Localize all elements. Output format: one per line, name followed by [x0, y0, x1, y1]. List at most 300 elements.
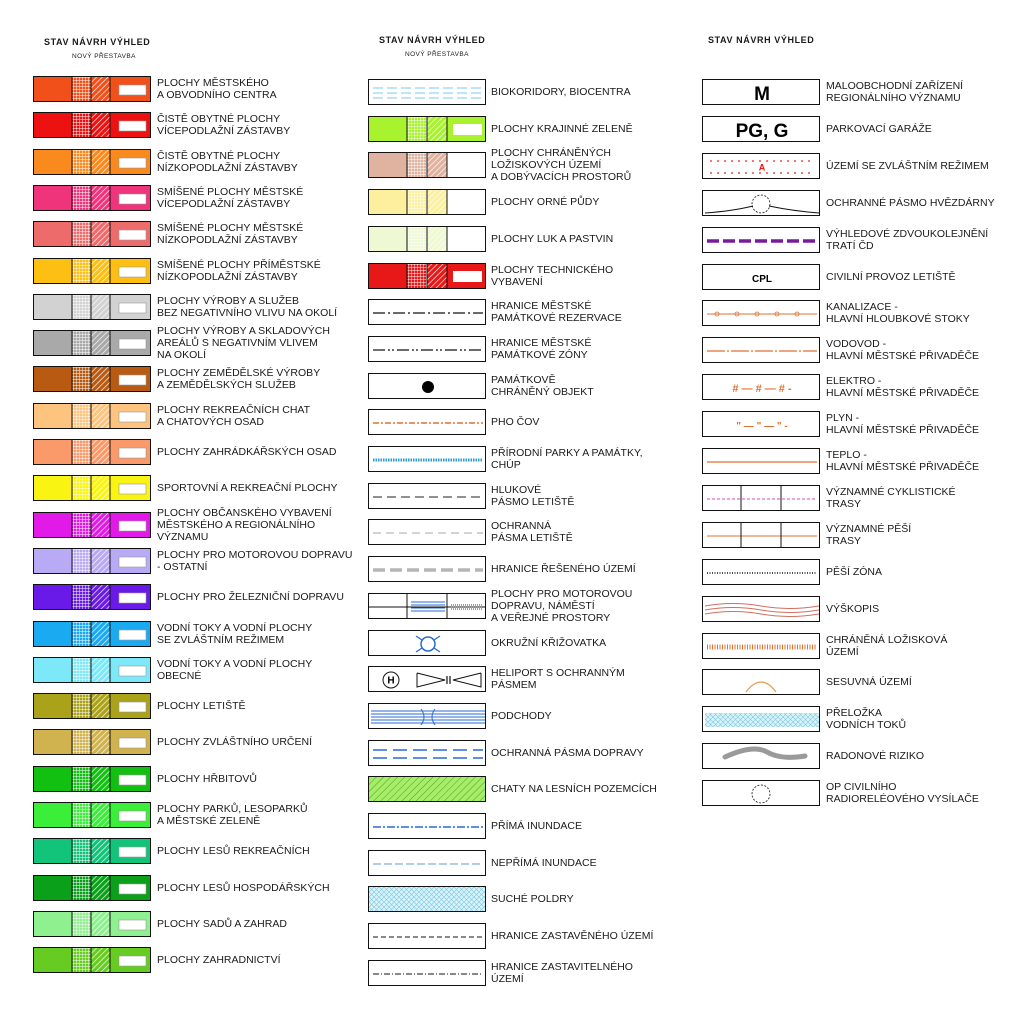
legend-label-line: - OSTATNÍ — [157, 560, 208, 573]
legend-symbol — [368, 373, 486, 399]
legend-symbol — [702, 559, 820, 585]
svg-text:H: H — [387, 675, 395, 687]
legend-label-line: PĚŠÍ ZÓNA — [826, 565, 883, 578]
legend-symbol — [702, 743, 820, 769]
area-swatch — [33, 838, 151, 864]
legend-label — [157, 294, 337, 320]
legend-symbol — [368, 336, 486, 362]
legend-label-line: PLOCHY OBČANSKÉHO VYBAVENÍ — [157, 506, 332, 519]
legend-label-line: HLAVNÍ MĚSTSKÉ PŘIVADĚČE — [826, 350, 980, 363]
legend-symbol — [368, 886, 486, 912]
legend-label-line: PLOCHY LETIŠTĚ — [157, 700, 246, 713]
legend-symbol — [368, 189, 486, 215]
header-subtitle: NOVÝ PŘESTAVBA — [405, 51, 469, 58]
legend-label-line: PLOCHY VÝROBY A SKLADOVÝCH — [157, 325, 330, 338]
legend-label — [826, 337, 979, 363]
legend-label-line: A OBVODNÍHO CENTRA — [157, 89, 277, 101]
legend-label — [157, 76, 277, 102]
legend-label — [491, 886, 574, 912]
legend-symbol — [368, 923, 486, 949]
legend-label — [157, 657, 312, 683]
legend-label — [157, 149, 298, 175]
legend-label — [491, 776, 657, 802]
legend-label-line: PLOCHY REKREAČNÍCH CHAT — [157, 403, 311, 416]
area-swatch — [33, 185, 151, 211]
area-swatch — [33, 584, 151, 610]
legend-label-line: A CHATOVÝCH OSAD — [157, 415, 264, 428]
legend-label-line: HRANICE MĚSTSKÉ — [491, 300, 592, 313]
legend-label-line: VÍCEPODLAŽNÍ ZÁSTAVBY — [157, 197, 291, 210]
legend-symbol — [702, 300, 820, 326]
legend-label-line: HRANICE ŘEŠENÉHO ÚZEMÍ — [491, 563, 636, 576]
legend-label — [826, 559, 882, 585]
legend-label — [826, 706, 906, 732]
header-subtitle: NOVÝ PŘESTAVBA — [72, 53, 136, 60]
area-swatch — [33, 729, 151, 755]
legend-label — [157, 947, 281, 973]
legend-label-line: PLOCHY PRO ŽELEZNIČNÍ DOPRAVU — [157, 591, 344, 604]
legend-label — [491, 483, 574, 509]
legend-label-line: PLOCHY ORNÉ PŮDY — [491, 196, 600, 209]
legend-row — [33, 258, 363, 286]
legend-row — [702, 669, 1017, 697]
legend-label-line: TRATÍ ČD — [826, 239, 874, 252]
legend-row — [368, 850, 688, 878]
legend-label — [157, 584, 344, 610]
legend-row — [368, 226, 688, 254]
legend-label-line: ELEKTRO - — [826, 375, 882, 388]
legend-symbol — [702, 522, 820, 548]
legend-label-line: CHRÁNĚNÁ LOŽISKOVÁ — [826, 633, 948, 646]
legend-label-line: VÝŠKOPIS — [826, 602, 880, 615]
legend-label-line: A ZEMĚDĚLSKÝCH SLUŽEB — [157, 379, 296, 392]
legend-label-line: CHRÁNĚNÝ OBJEKT — [491, 385, 594, 398]
legend-symbol — [368, 263, 486, 289]
legend-label-line: SPORTOVNÍ A REKREAČNÍ PLOCHY — [157, 482, 338, 495]
legend-label-line: TRASY — [826, 534, 862, 547]
legend-label-line: ČISTĚ OBYTNÉ PLOCHY — [157, 149, 281, 162]
area-swatch — [33, 475, 151, 501]
legend-label-line: BIOKORIDORY, BIOCENTRA — [491, 86, 631, 98]
legend-row — [368, 923, 688, 951]
legend-label-line: PÁSMEM — [491, 679, 537, 692]
legend-label-line: PODCHODY — [491, 709, 552, 722]
legend-label — [491, 519, 573, 545]
legend-label — [157, 693, 246, 719]
legend-label-line: VÝZNAMNÉ PĚŠÍ — [826, 522, 912, 535]
legend-row — [33, 439, 363, 467]
legend-label-line: VODOVOD - — [826, 338, 887, 351]
legend-row — [368, 446, 688, 474]
legend-label-line: SMÍŠENÉ PLOCHY PŘÍMĚSTSKÉ — [157, 258, 321, 271]
area-swatch — [33, 221, 151, 247]
legend-symbol — [702, 596, 820, 622]
legend-label — [157, 548, 352, 574]
legend-symbol — [368, 813, 486, 839]
symbol-text: M — [754, 84, 770, 105]
legend-label — [491, 299, 622, 325]
legend-symbol — [702, 448, 820, 474]
legend-row — [702, 780, 1017, 808]
legend-row — [368, 813, 688, 841]
legend-label — [826, 153, 989, 179]
legend-label-line: RADONOVÉ RIZIKO — [826, 750, 925, 763]
legend-row — [702, 411, 1017, 439]
legend-row — [368, 299, 688, 327]
legend-row — [702, 374, 1017, 402]
legend-label — [826, 743, 924, 769]
legend-label-line: HLUKOVÉ — [491, 483, 542, 496]
area-swatch — [33, 693, 151, 719]
legend-label-line: PLOCHY VÝROBY A SLUŽEB — [157, 294, 300, 307]
legend-label — [157, 221, 303, 247]
symbol-text: CPL — [752, 273, 772, 285]
legend-row — [33, 875, 363, 903]
legend-symbol — [702, 116, 820, 142]
legend-label — [157, 766, 257, 792]
legend-row — [368, 587, 688, 624]
legend-label — [157, 475, 338, 501]
area-swatch — [33, 548, 151, 574]
legend-row — [702, 596, 1017, 624]
legend-label-line: PARKOVACÍ GARÁŽE — [826, 122, 932, 135]
legend-label — [157, 875, 330, 901]
legend-label — [826, 79, 963, 105]
legend-row — [368, 79, 688, 107]
legend-label-line: SMÍŠENÉ PLOCHY MĚSTSKÉ — [157, 222, 304, 235]
legend-label — [491, 147, 632, 184]
legend-label-line: PLOCHY LESŮ REKREAČNÍCH — [157, 845, 310, 858]
legend-row — [368, 483, 688, 511]
legend-label-line: PLOCHY LUK A PASTVIN — [491, 232, 614, 245]
legend-row — [33, 506, 363, 543]
legend-label-line: PAMÁTKOVÉ ZÓNY — [491, 348, 588, 361]
area-swatch — [33, 366, 151, 392]
legend-label-line: OKRUŽNÍ KŘIŽOVATKA — [491, 636, 607, 649]
symbol-text: # — # — # - — [732, 383, 792, 396]
legend-row — [702, 79, 1017, 107]
legend-label-line: AREÁLŮ S NEGATIVNÍM VLIVEM — [157, 337, 318, 350]
legend-row — [702, 485, 1017, 513]
legend-label — [826, 522, 911, 548]
legend-row — [702, 153, 1017, 181]
legend-row — [33, 221, 363, 249]
legend-row — [368, 189, 688, 217]
legend-label — [157, 802, 308, 828]
legend-label-line: VÝHLEDOVÉ ZDVOUKOLEJNĚNÍ — [826, 227, 989, 240]
area-swatch — [33, 403, 151, 429]
legend-symbol — [368, 666, 486, 692]
legend-symbol — [368, 593, 486, 619]
legend-symbol — [368, 556, 486, 582]
legend-label — [491, 446, 643, 472]
legend-row — [33, 911, 363, 939]
legend-row — [702, 116, 1017, 144]
legend-label-line: PLOCHY KRAJINNÉ ZELENĚ — [491, 122, 633, 135]
legend-symbol — [702, 153, 820, 179]
legend-label-line: SUCHÉ POLDRY — [491, 893, 574, 906]
legend-label — [491, 189, 599, 215]
legend-label-line: KANALIZACE - — [826, 301, 898, 314]
legend-row — [33, 947, 363, 975]
legend-label-line: OCHRANNÉ PÁSMO HVĚZDÁRNY — [826, 196, 995, 209]
legend-symbol — [368, 740, 486, 766]
legend-label-line: TRASY — [826, 497, 862, 510]
legend-label — [157, 838, 310, 864]
legend-label-line: PLOCHY CHRÁNĚNÝCH — [491, 147, 611, 160]
legend-row — [368, 776, 688, 804]
legend-label — [157, 439, 337, 465]
legend-symbol — [368, 776, 486, 802]
legend-label — [491, 226, 613, 252]
legend-row — [33, 185, 363, 213]
legend-label-line: PLOCHY HŘBITOVŮ — [157, 772, 257, 785]
legend-label-line: PÁSMA LETIŠTĚ — [491, 532, 573, 545]
legend-symbol — [702, 411, 820, 437]
legend-label-line: A VEŘEJNÉ PROSTORY — [491, 611, 611, 624]
legend-label-line: MĚSTSKÉHO A REGIONÁLNÍHO — [157, 518, 316, 531]
legend-label — [491, 116, 633, 142]
legend-symbol — [368, 960, 486, 986]
legend-label — [491, 79, 631, 105]
legend-label-line: PLOCHY MĚSTSKÉHO — [157, 77, 269, 89]
legend-label-line: NA OKOLÍ — [157, 349, 207, 362]
legend-label — [491, 409, 539, 435]
legend-label-line: NÍZKOPODLAŽNÍ ZÁSTAVBY — [157, 234, 298, 247]
legend-label-line: A DOBÝVACÍCH PROSTORŮ — [491, 171, 632, 184]
legend-label — [826, 596, 879, 622]
symbol-text: PG, G — [735, 120, 789, 142]
legend-label-line: RADIORELÉOVÉHO VYSÍLAČE — [826, 793, 979, 806]
legend-row — [702, 448, 1017, 476]
legend-symbol — [702, 706, 820, 732]
legend-label-line: HLAVNÍ MĚSTSKÉ PŘIVADĚČE — [826, 424, 980, 437]
legend-label-line: PLOCHY ZEMĚDĚLSKÉ VÝROBY — [157, 367, 321, 380]
legend-label — [491, 587, 633, 624]
legend-row — [33, 294, 363, 322]
legend-symbol — [368, 152, 486, 178]
legend-symbol — [368, 409, 486, 435]
legend-row — [33, 766, 363, 794]
legend-label — [157, 185, 303, 211]
legend-label-line: VÝZNAMU — [157, 530, 209, 543]
legend-label-line: CHÚP — [491, 459, 521, 471]
legend-row — [368, 336, 688, 364]
legend-label — [826, 300, 970, 326]
legend-row — [33, 366, 363, 394]
legend-label — [157, 403, 310, 429]
legend-label — [491, 373, 594, 399]
legend-row — [702, 300, 1017, 328]
legend-row — [33, 802, 363, 830]
area-swatch — [33, 657, 151, 683]
legend-label-line: NÍZKOPODLAŽNÍ ZÁSTAVBY — [157, 270, 298, 283]
legend-label-line: OCHRANNÁ PÁSMA DOPRAVY — [491, 746, 644, 759]
legend-label — [491, 263, 613, 289]
legend-row — [33, 693, 363, 721]
legend-row — [368, 886, 688, 914]
area-swatch — [33, 439, 151, 465]
legend-label-line: SESUVNÁ ÚZEMÍ — [826, 676, 912, 689]
legend-label — [157, 506, 332, 543]
area-swatch — [33, 294, 151, 320]
legend-symbol — [702, 227, 820, 253]
legend-label-line: OP CIVILNÍHO — [826, 781, 897, 794]
legend-label-line: PLOCHY TECHNICKÉHO — [491, 263, 614, 276]
legend-symbol — [368, 226, 486, 252]
legend-label-line: VÝZNAMNÉ CYKLISTICKÉ — [826, 485, 956, 498]
legend-symbol — [702, 190, 820, 216]
legend-symbol — [702, 780, 820, 806]
legend-label-line: PLOCHY ZAHRADNICTVÍ — [157, 954, 281, 967]
legend-label — [157, 325, 330, 362]
legend-label-line: VÍCEPODLAŽNÍ ZÁSTAVBY — [157, 125, 291, 138]
legend-row — [368, 263, 688, 291]
legend-label — [157, 911, 287, 937]
legend-label-line: PAMÁTKOVĚ — [491, 373, 556, 386]
legend-label-line: PŘELOŽKA — [826, 707, 883, 720]
area-swatch — [33, 330, 151, 356]
legend-label-line: TEPLO - — [826, 449, 867, 461]
header-title: STAV NÁVRH VÝHLED — [708, 35, 815, 45]
legend-label — [826, 669, 912, 695]
legend-label-line: SE ZVLÁŠTNÍM REŽIMEM — [157, 633, 285, 646]
legend-label-line: REGIONÁLNÍHO VÝZNAMU — [826, 92, 961, 104]
legend-label-line: ÚZEMÍ — [491, 972, 524, 985]
legend-label — [491, 556, 636, 582]
legend-symbol — [368, 299, 486, 325]
legend-label-line: PLOCHY SADŮ A ZAHRAD — [157, 917, 287, 930]
symbol-text: " — " — " - — [736, 421, 788, 433]
legend-row — [702, 190, 1017, 218]
legend-label-line: CHATY NA LESNÍCH POZEMCÍCH — [491, 783, 657, 796]
header-title: STAV NÁVRH VÝHLED — [379, 35, 486, 45]
legend-row — [368, 373, 688, 401]
legend-label-line: ÚZEMÍ — [826, 645, 859, 658]
legend-label — [157, 366, 320, 392]
legend-label — [491, 850, 597, 876]
legend-label — [826, 190, 995, 216]
area-swatch — [33, 766, 151, 792]
legend-symbol — [702, 337, 820, 363]
legend-label-line: DOPRAVU, NÁMĚSTÍ — [491, 599, 595, 612]
legend-row — [702, 522, 1017, 550]
area-swatch — [33, 76, 151, 102]
legend-symbol — [368, 483, 486, 509]
legend-label — [826, 264, 956, 290]
legend-label-line: LOŽISKOVÝCH ÚZEMÍ — [491, 159, 602, 172]
legend-row — [33, 657, 363, 685]
legend-symbol — [368, 850, 486, 876]
legend-label-line: OBECNÉ — [157, 669, 202, 682]
legend-label-line: NEPŘÍMÁ INUNDACE — [491, 856, 597, 869]
legend-label-line: PŘÍMÁ INUNDACE — [491, 820, 583, 832]
legend-row — [33, 325, 363, 362]
area-swatch — [33, 621, 151, 647]
legend-label-line: ÚZEMÍ SE ZVLÁŠTNÍM REŽIMEM — [826, 159, 989, 172]
legend-symbol — [702, 485, 820, 511]
legend-row — [33, 621, 363, 649]
legend-row — [33, 149, 363, 177]
legend-row — [368, 116, 688, 144]
legend-label-line: PLOCHY PARKŮ, LESOPARKŮ — [157, 803, 308, 815]
legend-symbol — [368, 446, 486, 472]
legend-symbol — [702, 669, 820, 695]
legend-row — [33, 112, 363, 140]
legend-row — [33, 548, 363, 576]
legend-label — [157, 258, 321, 284]
legend-label-line: PLOCHY ZVLÁŠTNÍHO URČENÍ — [157, 736, 313, 749]
legend-label-line: PÁSMO LETIŠTĚ — [491, 495, 575, 508]
legend-row — [702, 227, 1017, 255]
legend-label-line: VODNÍ TOKY A VODNÍ PLOCHY — [157, 621, 313, 634]
legend-symbol — [702, 79, 820, 105]
legend-row — [368, 147, 688, 184]
legend-label-line: VODNÍCH TOKŮ — [826, 719, 907, 732]
legend-symbol — [368, 630, 486, 656]
legend-row — [33, 403, 363, 431]
area-swatch — [33, 802, 151, 828]
legend-label-line: SMÍŠENÉ PLOCHY MĚSTSKÉ — [157, 185, 304, 198]
legend-label-line: VYBAVENÍ — [491, 275, 543, 288]
legend-label — [491, 336, 591, 362]
legend-label — [491, 666, 625, 692]
legend-row — [33, 76, 363, 104]
legend-row — [368, 519, 688, 547]
legend-row — [33, 838, 363, 866]
legend-label-line: NÍZKOPODLAŽNÍ ZÁSTAVBY — [157, 161, 298, 174]
legend-label-line: PLYN - — [826, 412, 860, 425]
legend-label-line: PLOCHY LESŮ HOSPODÁŘSKÝCH — [157, 881, 330, 894]
legend-label-line: HRANICE ZASTAVITELNÉHO — [491, 960, 633, 973]
legend-label — [491, 813, 582, 839]
legend-label — [157, 112, 290, 138]
legend-label-line: PLOCHY ZAHRÁDKÁŘSKÝCH OSAD — [157, 446, 337, 458]
legend-label — [826, 780, 979, 806]
legend-row — [702, 559, 1017, 587]
legend-label — [491, 960, 633, 986]
legend-symbol — [702, 264, 820, 290]
legend-label-line: PAMÁTKOVÉ REZERVACE — [491, 312, 622, 325]
legend-symbol — [368, 79, 486, 105]
legend-label-line: PLOCHY PRO MOTOROVOU — [491, 587, 633, 600]
legend-row — [368, 740, 688, 768]
legend-label-line: OCHRANNÁ — [491, 520, 552, 533]
legend-row — [368, 666, 688, 694]
legend-row — [33, 475, 363, 503]
legend-row — [702, 633, 1017, 661]
legend-row — [702, 706, 1017, 734]
legend-label — [826, 633, 947, 659]
legend-label-line: PLOCHY PRO MOTOROVOU DOPRAVU — [157, 548, 353, 561]
legend-label — [826, 448, 979, 474]
legend-row — [368, 630, 688, 658]
legend-label — [826, 116, 932, 142]
legend-row — [702, 264, 1017, 292]
legend-label — [491, 703, 552, 729]
legend-label — [491, 923, 653, 949]
legend-label-line: HELIPORT S OCHRANNÝM — [491, 667, 625, 680]
legend-label-line: HRANICE ZASTAVĚNÉHO ÚZEMÍ — [491, 930, 654, 943]
legend-symbol — [368, 519, 486, 545]
legend-label — [491, 630, 606, 656]
legend-symbol — [702, 374, 820, 400]
legend-label-line: CIVILNÍ PROVOZ LETIŠTĚ — [826, 270, 956, 283]
legend-label — [826, 227, 988, 253]
legend-row — [368, 556, 688, 584]
legend-label-line: VODNÍ TOKY A VODNÍ PLOCHY — [157, 657, 313, 670]
legend-row — [368, 960, 688, 988]
